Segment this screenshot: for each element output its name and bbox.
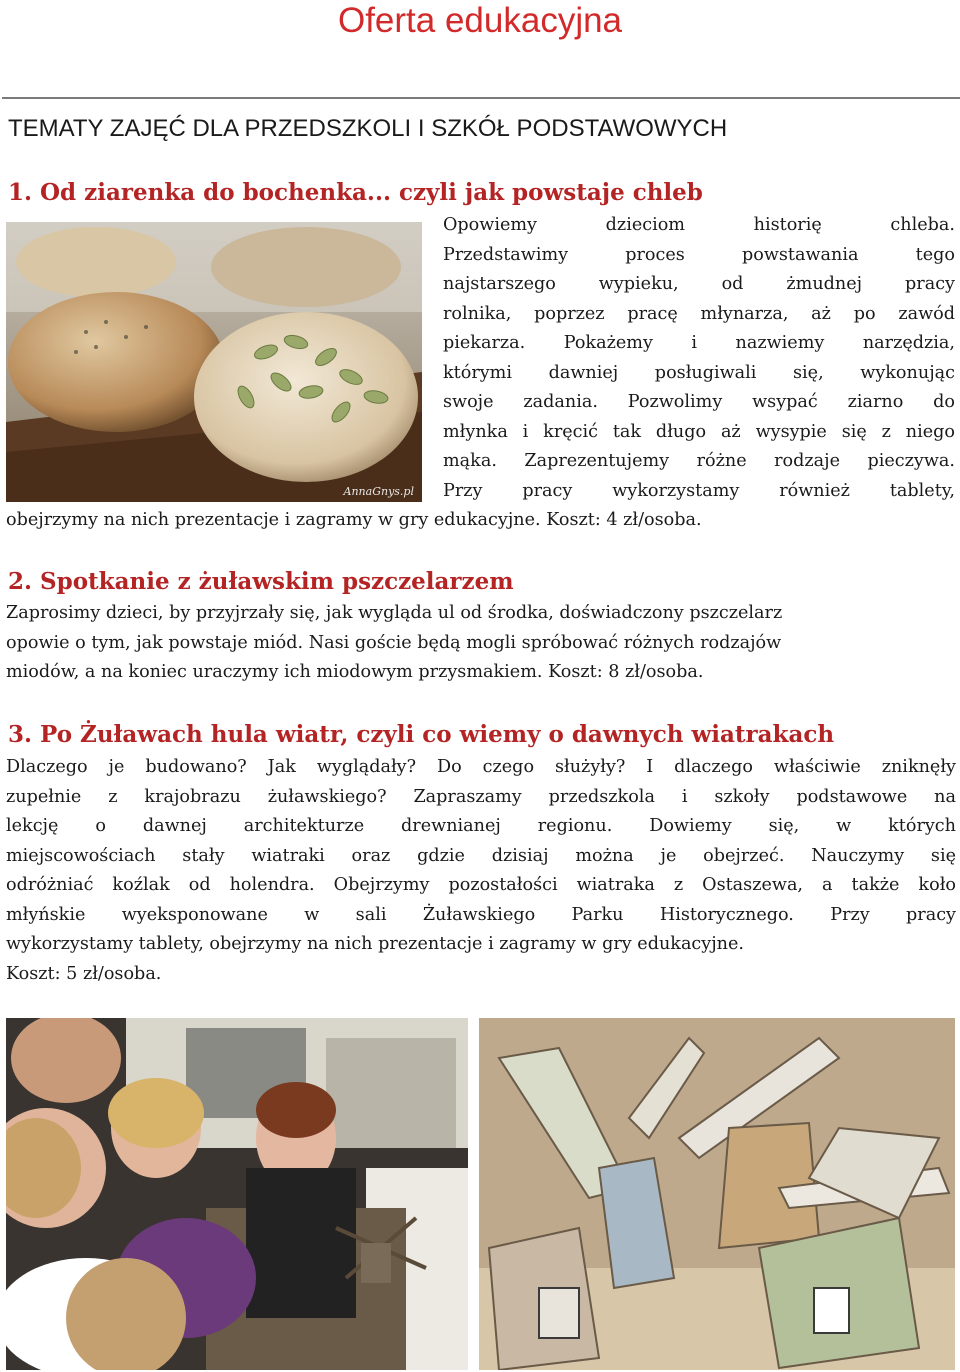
- page-title: Oferta edukacyjna: [337, 1, 623, 40]
- section-heading: TEMATY ZAJĘĆ DLA PRZEDSZKOLI I SZKÓŁ PODSTAWOWYCH: [8, 115, 728, 142]
- text-line: wykorzystamy tablety, obejrzymy na nich prezentacje i zagramy w gry edukacyjne.: [6, 934, 745, 954]
- text-line: odróżniać koźlak od holendra. Obejrzymy pozostałości wiatraka z Ostaszewa, a także koło: [6, 875, 956, 895]
- text-line: miejscowościach stały wiatraki oraz gdzie dzisiaj można je obejrzeć. Nauczymy się: [6, 845, 956, 866]
- text-line: najstarszego wypieku, od żmudnej pracy: [443, 274, 955, 294]
- text-line: Zaprosimy dzieci, by przyjrzały się, jak wygląda ul od środka, doświadczony pszczelarz: [6, 603, 783, 623]
- paper-windmills-photo: [479, 1018, 955, 1370]
- text-line: swoje zadania. Pozwolimy wsypać ziarno do: [443, 392, 955, 412]
- section1-text-right: [443, 211, 955, 506]
- text-line: młynka i kręcić tak długo aż wysypie się z niego: [443, 421, 955, 442]
- image-credit: AnnaGnys.pl: [343, 485, 414, 498]
- horizontal-divider: [2, 97, 960, 99]
- bread-photo: [6, 222, 422, 502]
- children-museum-photo: [6, 1018, 468, 1370]
- text-line: Koszt: 5 zł/osoba.: [6, 963, 162, 984]
- text-line: piekarza. Pokażemy i nazwiemy narzędzia,: [443, 333, 955, 353]
- text-line: którymi dawniej posługiwali się, wykonując: [443, 362, 955, 383]
- text-line: lekcję o dawnej architekturze drewnianej regionu. Dowiemy się, w których: [6, 816, 956, 836]
- text-line: Dlaczego je budowano? Jak wyglądały? Do czego służyły? I dlaczego właściwie zniknęły: [6, 757, 956, 777]
- text-line: Przy pracy wykorzystamy również tablety,: [443, 480, 955, 501]
- section1-text-bottom: [6, 506, 956, 536]
- text-line: zupełnie z krajobrazu żuławskiego? Zapraszamy przedszkola i szkoły podstawowe na: [6, 786, 956, 807]
- text-line: obejrzymy na nich prezentacje i zagramy w gry edukacyjne. Koszt: 4 zł/osoba.: [6, 510, 702, 530]
- text-line: miodów, a na koniec uraczymy ich miodowym przysmakiem. Koszt: 8 zł/osoba.: [6, 662, 704, 682]
- section3-text: [6, 753, 956, 989]
- section3-title: 3. Po Żuławach hula wiatr, czyli co wiemy o dawnych wiatrakach: [8, 721, 835, 748]
- text-line: rolnika, poprzez pracę młynarza, aż po zawód: [443, 303, 955, 324]
- text-line: opowie o tym, jak powstaje miód. Nasi goście będą mogli spróbować różnych rodzajów: [6, 632, 782, 653]
- text-line: Przedstawimy proces powstawania tego: [443, 244, 955, 265]
- text-line: Opowiemy dzieciom historię chleba.: [443, 215, 955, 235]
- section1-title: 1. Od ziarenka do bochenka... czyli jak powstaje chleb: [8, 179, 703, 206]
- section2-text: [6, 599, 956, 688]
- text-line: mąka. Zaprezentujemy różne rodzaje pieczywa.: [443, 451, 955, 471]
- section2-title: 2. Spotkanie z żuławskim pszczelarzem: [8, 568, 514, 595]
- text-line: młyńskie wyeksponowane w sali Żuławskiego Parku Historycznego. Przy pracy: [6, 904, 956, 925]
